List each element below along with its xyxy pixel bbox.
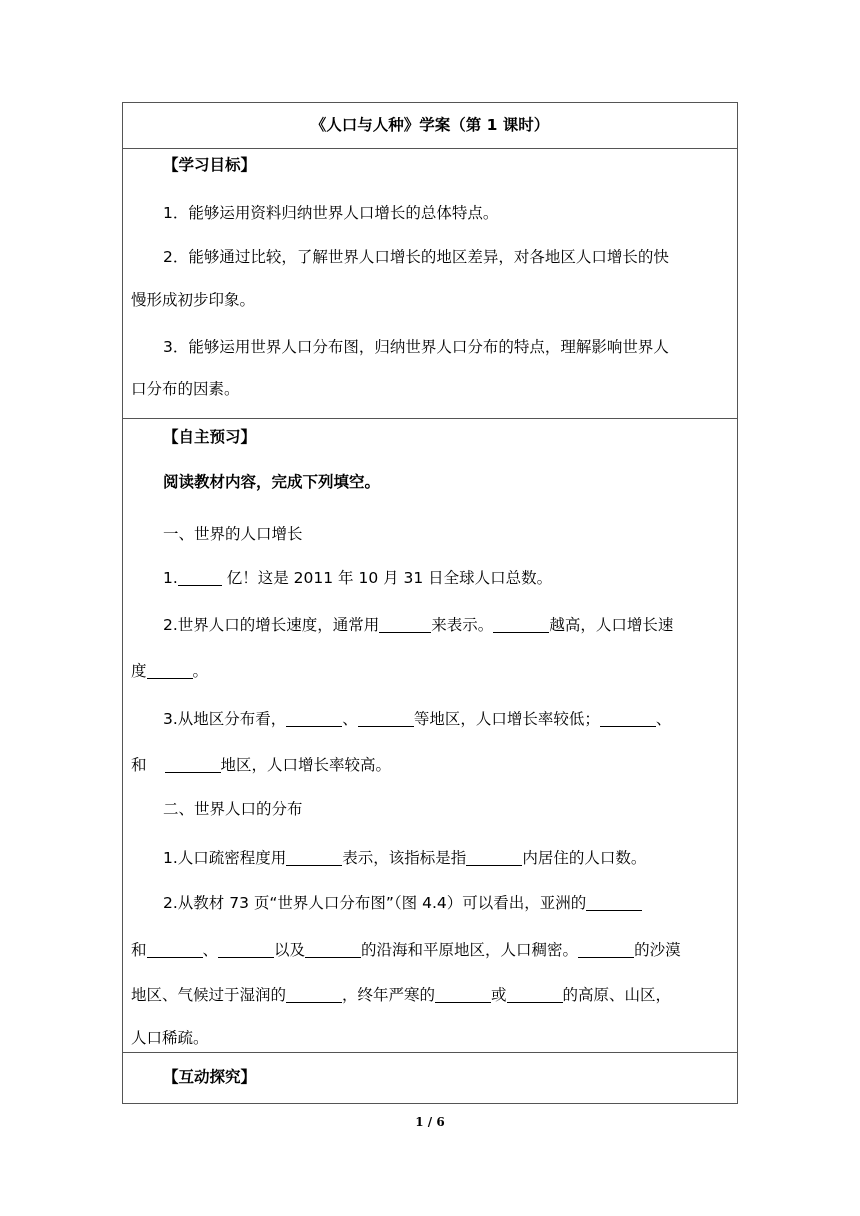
blank-field[interactable] <box>218 941 274 958</box>
blank-field[interactable] <box>578 941 634 958</box>
section-2-heading: 二、世界人口的分布 <box>163 800 303 818</box>
blank-field[interactable] <box>507 986 563 1003</box>
objective-2-line2: 慢形成初步印象。 <box>131 291 256 309</box>
objectives-row <box>123 149 737 419</box>
worksheet-table <box>122 102 738 1104</box>
blank-field[interactable] <box>178 569 222 586</box>
question-4: 1.人口疏密程度用 表示，该指标是指 内居住的人口数。 <box>163 849 647 867</box>
blank-field[interactable] <box>435 986 491 1003</box>
question-5-line1: 2.从教材 73 页“世界人口分布图”（图 4.4）可以看出，亚洲的 <box>131 893 731 913</box>
question-5-line2: 和 、 以及 的沿海和平原地区，人口稠密。 的沙漠 <box>131 941 681 959</box>
title-row <box>123 103 737 149</box>
question-2-line2: 度 。 <box>131 662 209 680</box>
objectives-heading: 【学习目标】 <box>163 156 257 174</box>
preview-instruction: 阅读教材内容，完成下列填空。 <box>163 473 381 491</box>
preview-heading: 【自主预习】 <box>163 428 257 446</box>
objective-2-line1: 2．能够通过比较，了解世界人口增长的地区差异，对各地区人口增长的快 <box>163 248 669 266</box>
blank-field[interactable] <box>586 894 642 911</box>
blank-field[interactable] <box>147 662 193 679</box>
question-3-line2: 和 地区，人口增长率较高。 <box>131 756 392 774</box>
blank-field[interactable] <box>305 941 361 958</box>
blank-field[interactable] <box>286 710 342 727</box>
inquiry-heading: 【互动探究】 <box>163 1068 257 1086</box>
question-2-line1: 2.世界人口的增长速度，通常用 来表示。 越高，人口增长速 <box>163 616 674 634</box>
blank-field[interactable] <box>358 710 414 727</box>
inquiry-row <box>123 1053 737 1105</box>
blank-field[interactable] <box>600 710 656 727</box>
blank-field[interactable] <box>379 616 431 633</box>
blank-field[interactable] <box>147 941 203 958</box>
page-title: 《人口与人种》学案（第 1 课时） <box>310 116 550 134</box>
page-number: 1 / 6 <box>415 1115 445 1129</box>
question-5-line3: 地区、气候过于湿润的 ，终年严寒的 或 的高原、山区， <box>131 986 672 1004</box>
objective-3-line1: 3．能够运用世界人口分布图，归纳世界人口分布的特点，理解影响世界人 <box>163 338 669 356</box>
blank-field[interactable] <box>493 616 549 633</box>
blank-field[interactable] <box>466 849 522 866</box>
objective-1: 1．能够运用资料归纳世界人口增长的总体特点。 <box>163 204 499 222</box>
question-3-line1: 3.从地区分布看， 、 等地区，人口增长率较低； 、 <box>163 710 672 728</box>
blank-field[interactable] <box>286 986 342 1003</box>
blank-field[interactable] <box>165 756 221 773</box>
question-1: 1. 亿！这是 2011 年 10 月 31 日全球人口总数。 <box>163 569 553 587</box>
objective-3-line2: 口分布的因素。 <box>131 380 240 398</box>
blank-field[interactable] <box>286 849 342 866</box>
preview-row <box>123 419 737 1053</box>
section-1-heading: 一、世界的人口增长 <box>163 525 303 543</box>
question-5-line4: 人口稀疏。 <box>131 1029 209 1047</box>
